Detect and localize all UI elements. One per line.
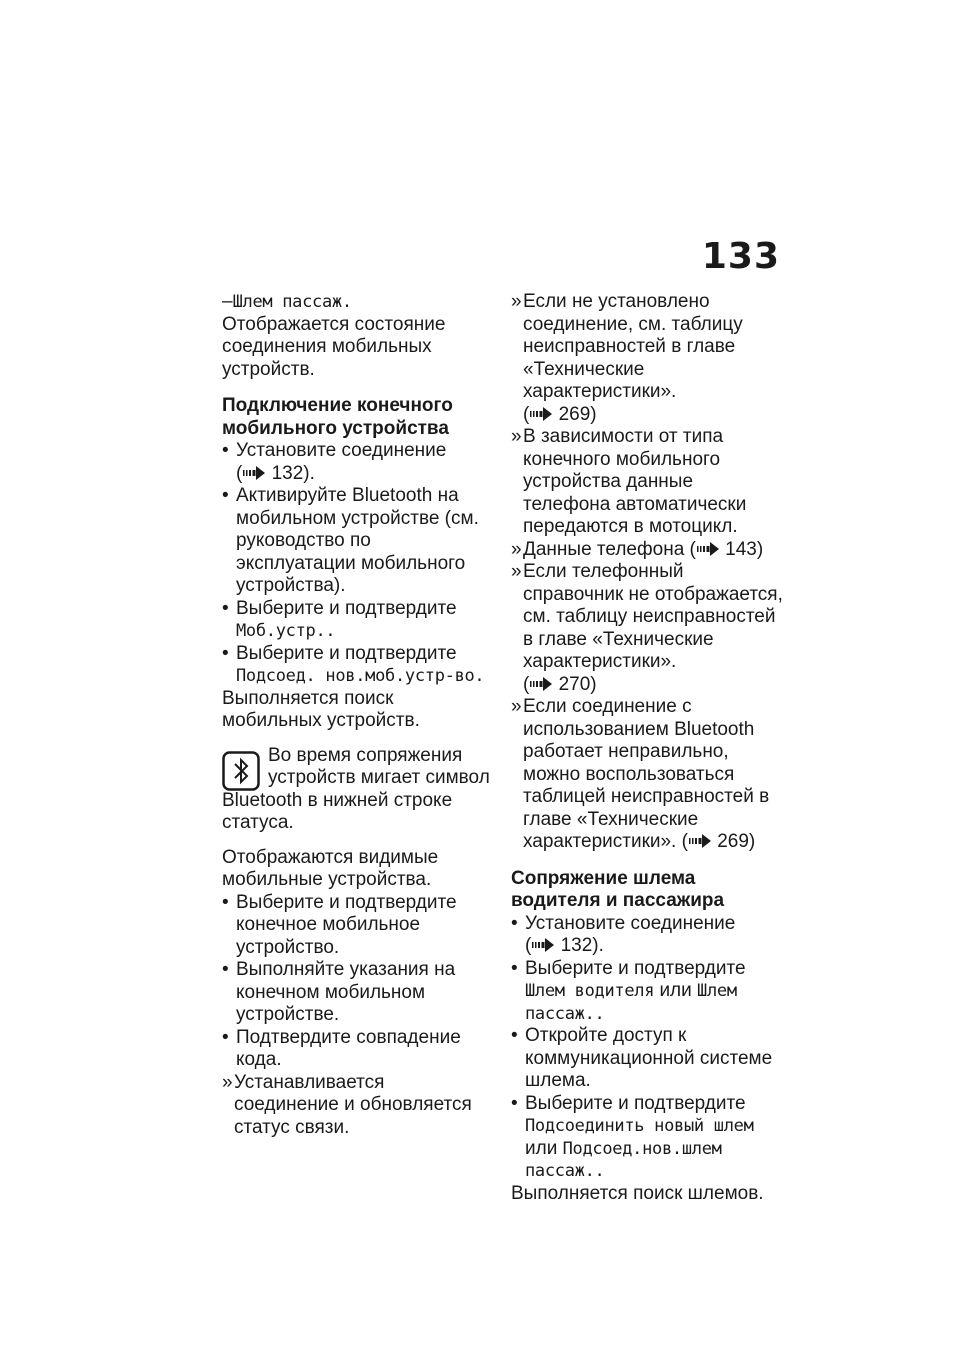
ref-arrow-icon	[531, 938, 555, 952]
ref-arrow-icon	[529, 407, 553, 421]
right-column	[511, 291, 783, 1205]
list-item: • Выберите и подтвердите Подсоединить новый шлем или Подсоед.нов.шлем пассаж..	[511, 1092, 754, 1181]
result-item: » В зависимости от типа конечного мобильного устройства данные телефона автоматически передаются в мотоцикл.	[511, 426, 747, 537]
ref-arrow-icon	[696, 542, 720, 556]
page-reference[interactable]: ( 132).	[236, 462, 315, 484]
result-item: » Если телефонный справочник не отображается, см. таблицу неисправностей в главе «Технические характеристики». ( 270)	[511, 561, 783, 695]
page-number: 133	[701, 236, 780, 277]
list-item: • Откройте доступ к коммуникационной системе шлема.	[511, 1025, 773, 1091]
ref-arrow-icon	[242, 466, 266, 480]
intro-item: –Шлем пассаж.	[222, 291, 352, 312]
list-item: • Подтвердите совпадение кода.	[222, 1026, 461, 1070]
list-item: • Выберите и подтвердите конечное мобильное устройство.	[222, 891, 457, 958]
list-item: • Установите соединение ( 132).	[222, 440, 447, 484]
page-reference[interactable]: ( 143)	[689, 538, 764, 560]
section-heading-connect-device: Подключение конечного мобильного устройства	[222, 395, 453, 439]
result-item: » Если не установлено соединение, см. таблицу неисправностей в главе «Технические характеристики». ( 269)	[511, 291, 743, 425]
visible-devices-text: Отображаются видимые мобильные устройства.	[222, 846, 439, 890]
list-item: • Выберите и подтвердите Моб.устр..	[222, 597, 457, 641]
page-reference[interactable]: ( 132).	[525, 935, 604, 956]
list-item: • Выполняйте указания на конечном мобильном устройстве.	[222, 959, 456, 1025]
search-text: Выполняется поиск шлемов.	[511, 1182, 764, 1204]
result-item: » Данные телефона ( 143)	[511, 538, 764, 560]
left-column	[222, 291, 490, 1139]
page-reference[interactable]: ( 270)	[523, 673, 597, 695]
section-heading-pair-helmets: Сопряжение шлема водителя и пассажира	[511, 867, 725, 911]
list-item: • Выберите и подтвердите Подсоед. нов.моб.устр-во.	[222, 642, 485, 686]
list-item: • Выберите и подтвердите Шлем водителя или Шлем пассаж..	[511, 957, 746, 1024]
search-text: Выполняется поиск мобильных устройств.	[222, 687, 420, 731]
list-item: • Активируйте Bluetooth на мобильном устройстве (см. руководство по эксплуатации мобильного устройства).	[222, 485, 479, 596]
ref-arrow-icon	[529, 677, 553, 691]
intro-text: Отображается состояние соединения мобильных устройств.	[222, 313, 446, 380]
result-item: » Если соединение с использованием Bluetooth работает неправильно, можно воспользоваться таблицей неисправностей в главе «Технические характеристики». ( 269)	[511, 696, 770, 852]
page-reference[interactable]: ( 269)	[681, 831, 756, 852]
ref-arrow-icon	[688, 834, 712, 848]
bluetooth-note: Во время сопряжения устройств мигает символ Bluetooth в нижней строке статуса.	[222, 744, 490, 833]
result-item: » Устанавливается соединение и обновляется статус связи.	[222, 1071, 472, 1138]
page-reference[interactable]: ( 269)	[523, 403, 597, 425]
bluetooth-icon	[222, 751, 260, 791]
list-item: • Установите соединение ( 132).	[511, 912, 736, 956]
